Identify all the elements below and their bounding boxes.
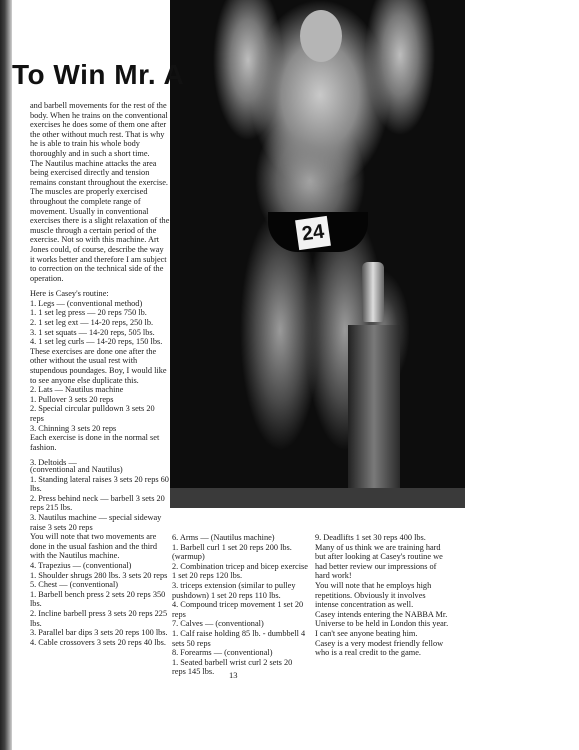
body-paragraph: 4. 1 set leg curls — 14-20 reps, 150 lbs. [30,337,163,347]
column-2 [172,533,308,677]
body-paragraph: Casey intends entering the NABBA Mr. Universe to be held in London this year. I can't see anyone beating him. [315,609,449,638]
column-1-top [30,101,170,468]
contestant-number-tag: 24 [295,216,331,250]
body-paragraph: 3. triceps extension (similar to pulley pushdown) 1 set 20 reps 110 lbs. [172,580,296,600]
body-paragraph: Casey is a very modest friendly fellow who is a real credit to the game. [315,638,444,658]
body-paragraph: You will note that two movements are done in the usual fashion and the third with the Nautilus machine. [30,532,157,561]
body-paragraph: Here is Casey's routine: [30,289,109,299]
body-paragraph: 1. Seated barbell wrist curl 2 sets 20 reps 145 lbs. [172,657,293,677]
body-paragraph: 1. Barbell bench press 2 sets 20 reps 350 lbs. [30,589,166,609]
body-paragraph: 3. Chinning 3 sets 20 reps [30,423,117,433]
body-paragraph: 7. Calves — (conventional) [172,619,264,629]
body-paragraph: These exercises are done one after the other without the usual rest with stupendous poundages. Boy, I would like to see anyone else duplicate this. [30,346,167,385]
body-paragraph: 1. Standing lateral raises 3 sets 20 reps 60 lbs. [30,474,169,494]
body-paragraph: 2. Combination tricep and bicep exercise 1 set 20 reps 120 lbs. [172,561,308,581]
body-paragraph: 2. Incline barbell press 3 sets 20 reps 225 lbs. [30,608,168,628]
bodybuilder-head [300,10,342,62]
body-paragraph: 3. Nautilus machine — special sideway raise 3 sets 20 reps [30,512,162,532]
stage-floor [170,488,465,508]
body-paragraph: 4. Trapezius — (conventional) [30,560,132,570]
body-paragraph: Many of us think we are training hard but after looking at Casey's routine we had better review our impressions of hard work! [315,542,443,581]
body-paragraph: Each exercise is done in the normal set fashion. [30,433,160,452]
body-paragraph: 6. Arms — (Nautilus machine) [172,533,275,542]
page-number: 13 [229,670,238,680]
body-paragraph: 2. Lats — Nautilus machine [30,385,124,395]
body-paragraph: 1. 1 set leg press — 20 reps 750 lb. [30,308,147,318]
trophy-cup [362,262,384,322]
body-paragraph: 3. Deltoids — [30,458,77,468]
body-paragraph: 1. Shoulder shrugs 280 lbs. 3 sets 20 reps [30,570,168,580]
body-paragraph: 2. 1 set leg ext — 14-20 reps, 250 lb. [30,318,154,328]
body-paragraph: 5. Chest — (conventional) [30,580,119,590]
column-3 [315,533,449,658]
article-title: To Win Mr. A [12,59,185,90]
body-paragraph: 1. Calf raise holding 85 lb. - dumbbell 4 sets 50 reps [172,628,306,648]
column-1-bottom [30,465,170,647]
trophy-base [348,325,400,490]
bodybuilder-photo [170,0,465,508]
body-paragraph: 9. Deadlifts 1 set 30 reps 400 lbs. [315,533,426,542]
body-paragraph: 2. Press behind neck — barbell 3 sets 20 reps 215 lbs. [30,493,165,513]
body-paragraph: 8. Forearms — (conventional) [172,648,273,658]
body-paragraph: 4. Compound tricep movement 1 set 20 reps [172,600,304,619]
body-paragraph: 3. Parallel bar dips 3 sets 20 reps 100 lbs. [30,628,168,638]
page-gutter [0,0,12,750]
body-paragraph: (conventional and Nautilus) [30,465,123,474]
body-paragraph: 1. Legs — (conventional method) [30,298,143,308]
body-paragraph: The Nautilus machine attacks the area being exercised directly and tension remains constant throughout the exercise. The muscles are properly exercised throughout the complete range of movement. Usually in conventional exercises there is a slight relaxation of the muscle through a certain period of the exercise. Not so with this machine. Art Jones could, of course, describe the way it works better and therefore I am subject to correction on the technical side of the operation. [30,158,170,283]
body-paragraph: 1. Pullover 3 sets 20 reps [30,394,114,404]
body-paragraph: 4. Cable crossovers 3 sets 20 reps 40 lbs. [30,637,166,647]
body-paragraph: 3. 1 set squats — 14-20 reps, 505 lbs. [30,327,155,337]
body-paragraph: 2. Special circular pulldown 3 sets 20 reps [30,404,155,423]
body-paragraph: 1. Barbell curl 1 set 20 reps 200 lbs. (warmup) [172,542,292,562]
body-paragraph: You will note that he employs high repetitions. Obviously it involves intense concentration as well. [315,580,432,610]
body-paragraph: and barbell movements for the rest of the body. When he trains on the conventional exercises he does some of them one after the other without much rest. That is why he is able to train his whole body thoroughly and in such a short time. [30,101,168,158]
